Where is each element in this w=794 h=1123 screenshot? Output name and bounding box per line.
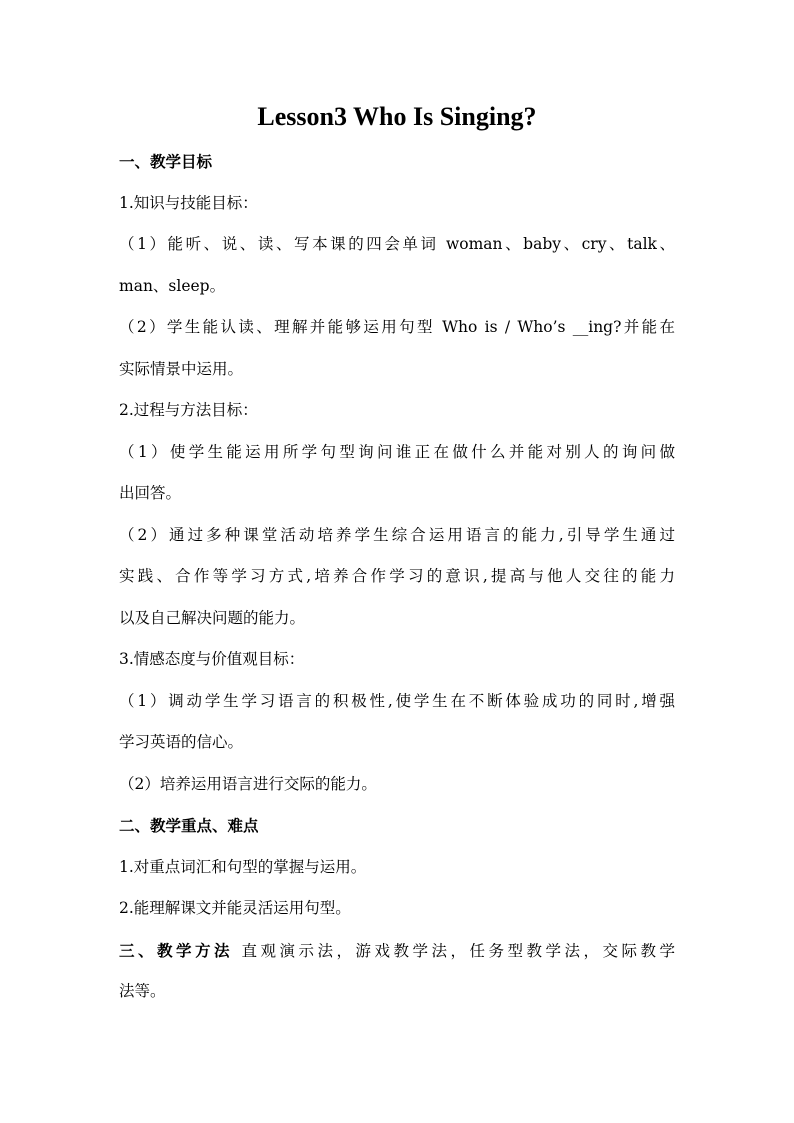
- paragraph-line: （2）培养运用语言进行交际的能力。: [119, 774, 377, 793]
- section-heading-key-points: 二、教学重点、难点: [119, 816, 259, 835]
- paragraph-line: （1）使学生能运用所学句型询问谁正在做什么并能对别人的询问做: [119, 442, 675, 461]
- paragraph-line: （1）能听、说、读、写本课的四会单词 woman、baby、cry、talk、: [119, 235, 675, 253]
- goal-heading-attitude: 3.情感态度与价值观目标：: [119, 650, 305, 668]
- paragraph-line: 学习英语的信心。: [119, 733, 244, 751]
- paragraph-line: 2.能理解课文并能灵活运用句型。: [119, 899, 351, 917]
- paragraph-line: （1）调动学生学习语言的积极性,使学生在不断体验成功的同时,增强: [119, 691, 675, 710]
- paragraph-line: 实际情景中运用。: [119, 359, 244, 378]
- paragraph-line: man、sleep。: [119, 276, 226, 295]
- paragraph-line: 出回答。: [119, 484, 182, 502]
- goal-heading-process: 2.过程与方法目标：: [119, 401, 258, 419]
- page-title: Lesson3 Who Is Singing?: [257, 102, 537, 131]
- document-body: [119, 141, 675, 1013]
- section-heading-objectives: 一、教学目标: [119, 152, 213, 171]
- paragraph-line: 1.对重点词汇和句型的掌握与运用。: [119, 857, 367, 876]
- paragraph-line: 以及自己解决问题的能力。: [119, 608, 306, 627]
- paragraph-line: （2）通过多种课堂活动培养学生综合运用语言的能力,引导学生通过: [119, 525, 675, 544]
- teaching-methods-line: [119, 930, 675, 972]
- goal-heading-knowledge: 1.知识与技能目标：: [119, 193, 258, 212]
- paragraph-line: 实践、合作等学习方式,培养合作学习的意识,提高与他人交往的能力: [119, 567, 675, 585]
- section-heading-methods: 三、教学方法: [119, 940, 234, 960]
- paragraph-line: 法等。: [119, 982, 166, 1000]
- paragraph-line: （2）学生能认读、理解并能够运用句型 Who is / Who’s __ing?并能在: [119, 318, 675, 336]
- teaching-methods-text: 直观演示法，游戏教学法，任务型教学法，交际教学: [241, 941, 675, 960]
- document-page: [119, 0, 675, 1123]
